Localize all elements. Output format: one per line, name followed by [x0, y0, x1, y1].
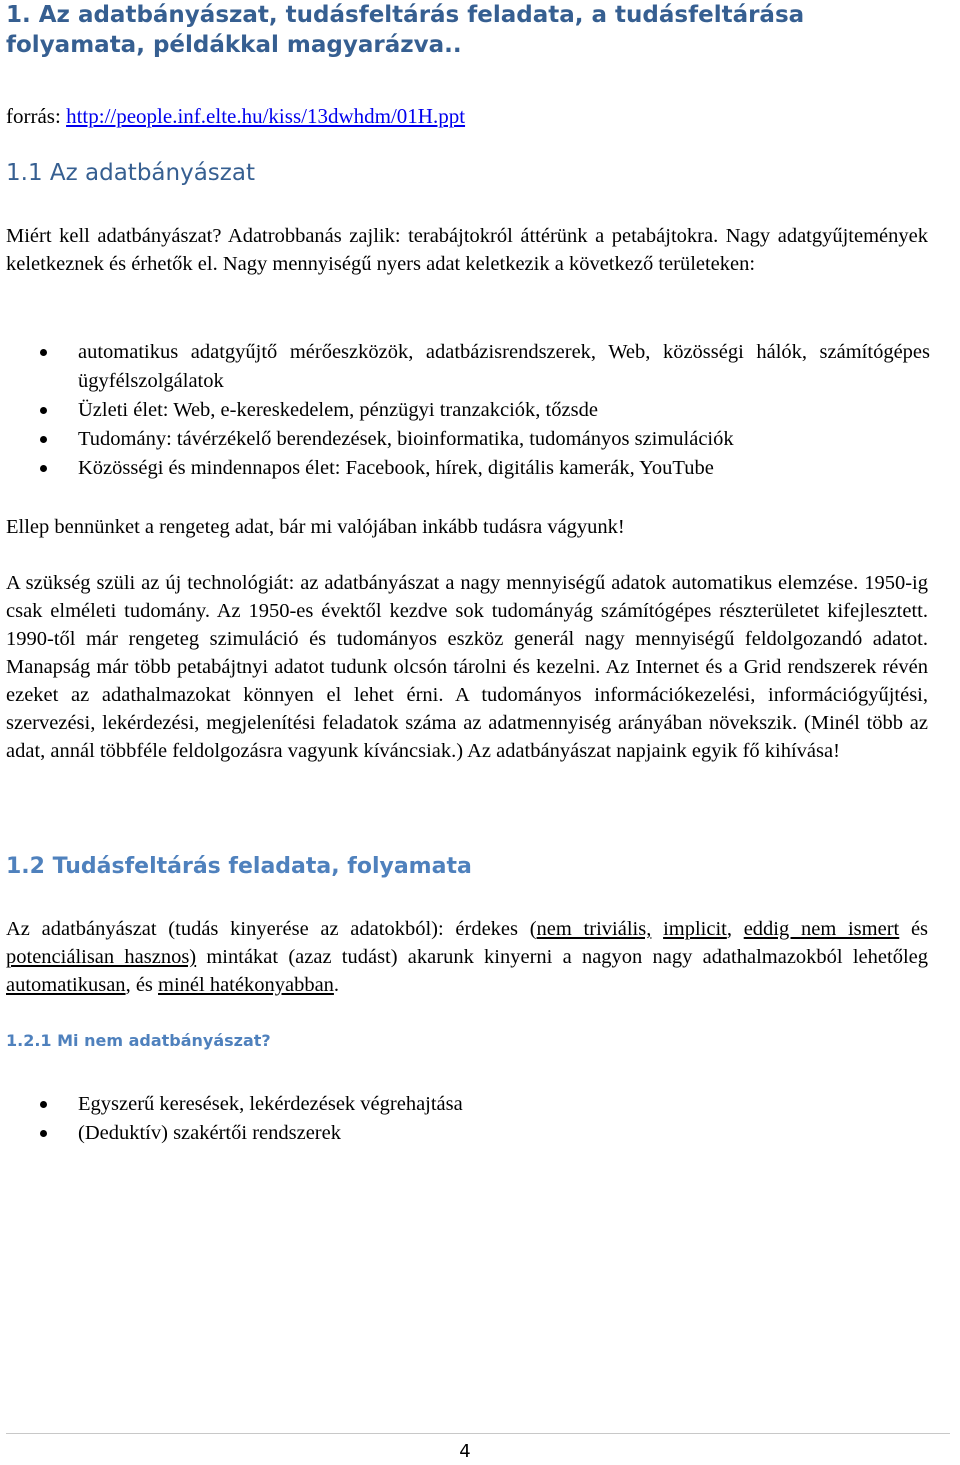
underlined-term: implicit [663, 918, 727, 940]
bullet-icon [40, 1130, 47, 1137]
bullet-icon [40, 1101, 47, 1108]
source-line [6, 102, 465, 130]
intro-paragraph: Miért kell adatbányászat? Adatrobbanás zajlik: terabájtokról áttérünk a petabájtokra. Nagy adatgyűjtemények keletkeznek és érhetők el. Nagy mennyiségű nyers adat keletkezik a következő területeken: [6, 225, 928, 275]
bullet-icon [40, 436, 47, 443]
subsection-heading-1-2-1: 1.2.1 Mi nem adatbányászat? [6, 1031, 271, 1050]
data-sources-list [0, 338, 930, 483]
bullet-icon [40, 349, 47, 356]
section-heading-1-1: 1.1 Az adatbányászat [6, 160, 255, 186]
chapter-heading: 1. Az adatbányászat, tudásfeltárás feladata, a tudásfeltárása folyamata, példákkal magyarázva.. [6, 2, 805, 58]
list-item: (Deduktív) szakértői rendszerek [0, 1119, 930, 1148]
list-item: Üzleti élet: Web, e-kereskedelem, pénzügyi tranzakciók, tőzsde [0, 396, 930, 425]
bullet-icon [40, 407, 47, 414]
source-label: forrás: [6, 104, 67, 128]
underlined-term: automatikusan [6, 974, 126, 996]
not-data-mining-list [0, 1090, 930, 1148]
source-link[interactable]: http://people.inf.elte.hu/kiss/13dwhdm/01H.ppt [66, 104, 466, 128]
bullet-icon [40, 465, 47, 472]
data-flood-paragraph: Ellep bennünket a rengeteg adat, bár mi valójában inkább tudásra vágyunk! [6, 516, 625, 538]
technology-paragraph: A szükség szüli az új technológiát: az adatbányászat a nagy mennyiségű adatok automatikus elemzése. 1950-ig csak elméleti tudomány. Az 1950-es évektől kezdve sok tudományág számítógépes részterületet kifejlesztett. 1990-től már rengeteg szimuláció és tudományos eszköz generál nagy mennyiségű feldolgozandó adatot. Manapság már több petabájtnyi adatot tudunk olcsón tárolni és kezelni. Az Internet és a Grid rendszerek révén ezeket az adathalmazokat könnyen el lehet érni. A tudományos információkezelési, információgyűjtési, szervezési, lekérdezési, megjelenítési feladatok száma az adatmennyiség arányában növekszik. (Minél több az adat, annál többféle feldolgozásra vagyunk kíváncsiak.) Az adatbányászat napjaink egyik fő kihívása! [6, 572, 928, 762]
underlined-term: nem triviális, [536, 918, 652, 940]
underlined-term: minél hatékonyabban [158, 974, 334, 996]
list-item: Tudomány: távérzékelő berendezések, bioinformatika, tudományos szimulációk [0, 425, 930, 454]
section-heading-1-2: 1.2 Tudásfeltárás feladata, folyamata [6, 854, 472, 879]
list-item: Közösségi és mindennapos élet: Facebook, hírek, digitális kamerák, YouTube [0, 454, 930, 483]
list-item: automatikus adatgyűjtő mérőeszközök, adatbázisrendszerek, Web, közösségi hálók, számítógépes ügyfélszolgálatok [0, 338, 930, 396]
footer-divider [6, 1433, 950, 1434]
list-item: Egyszerű keresések, lekérdezések végrehajtása [0, 1090, 930, 1119]
underlined-term: eddig nem ismert [743, 918, 900, 940]
page-number: 4 [459, 1441, 471, 1462]
underlined-term: potenciálisan hasznos) [6, 946, 197, 968]
definition-paragraph: Az adatbányászat (tudás kinyerése az adatokból): érdekes (nem triviális, implicit, eddig nem ismert és potenciálisan hasznos) mintákat (azaz tudást) akarunk kinyerni a nagyon nagy adathalmazokból lehetőleg automatikusan, és minél hatékonyabban. [6, 918, 929, 996]
